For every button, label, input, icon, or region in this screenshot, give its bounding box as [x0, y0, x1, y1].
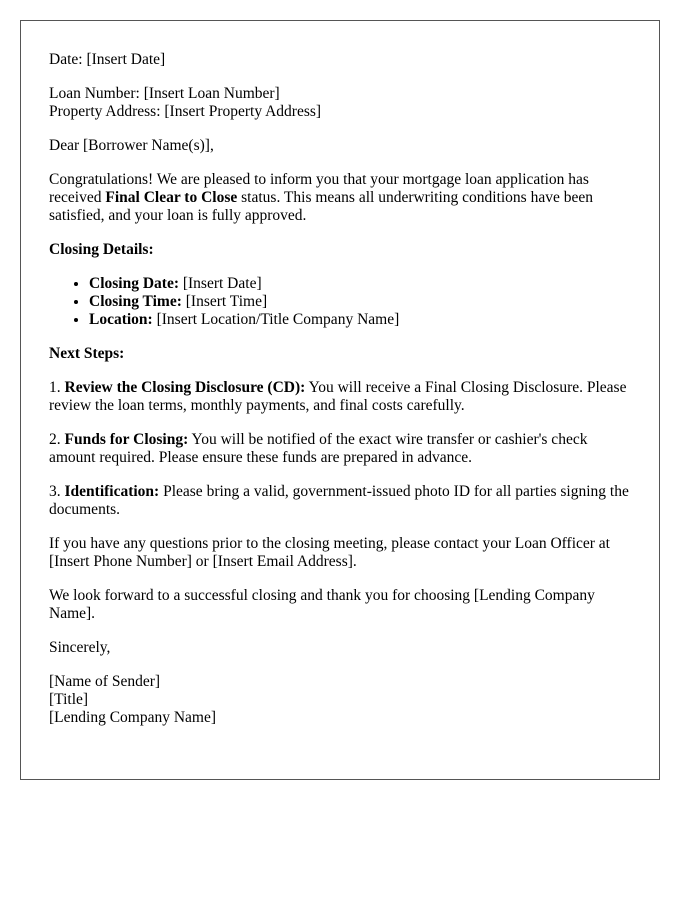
next-step-1	[49, 379, 631, 415]
list-item	[89, 293, 631, 311]
loan-number-line: Loan Number: [Insert Loan Number]	[49, 85, 280, 102]
closing-time-label: Closing Time:	[89, 293, 182, 310]
sender-name: [Name of Sender]	[49, 673, 161, 690]
intro-paragraph	[49, 171, 631, 225]
next-step-2	[49, 431, 631, 467]
intro-status-bold: Final Clear to Close	[105, 189, 238, 206]
closing-date-label: Closing Date:	[89, 275, 179, 292]
signature-block	[49, 673, 631, 727]
closing-details-heading-text: Closing Details:	[49, 241, 154, 258]
step-number: 3.	[49, 483, 65, 500]
closing-details-heading	[49, 241, 631, 259]
closing-details-list	[49, 275, 631, 329]
location-value: [Insert Location/Title Company Name]	[152, 311, 400, 328]
closing-paragraph: We look forward to a successful closing and thank you for choosing [Lending Company Name].	[49, 587, 595, 622]
step-text: You will receive a Final Closing Disclosure. Please review the loan terms, monthly payments, and final costs carefully.	[49, 379, 627, 414]
step-label: Funds for Closing:	[64, 431, 189, 448]
step-text: You will be notified of the exact wire transfer or cashier's check amount required. Please ensure these funds are prepared in advance.	[49, 431, 588, 466]
sender-title: [Title]	[49, 691, 89, 708]
step-number: 2.	[49, 431, 65, 448]
letter-container	[20, 20, 660, 780]
step-label: Review the Closing Disclosure (CD):	[64, 379, 306, 396]
list-item	[89, 311, 631, 329]
salutation: Dear [Borrower Name(s)],	[49, 137, 214, 154]
closing-time-value: [Insert Time]	[181, 293, 268, 310]
intro-text-after: status. This means all underwriting conditions have been satisfied, and your loan is fully approved.	[49, 189, 593, 224]
loan-info	[49, 85, 631, 121]
contact-paragraph: If you have any questions prior to the closing meeting, please contact your Loan Officer at [Insert Phone Number] or [Insert Email Address].	[49, 535, 610, 570]
location-label: Location:	[89, 311, 153, 328]
step-label: Identification:	[64, 483, 160, 500]
valediction: Sincerely,	[49, 639, 111, 656]
step-number: 1.	[49, 379, 65, 396]
property-address-line: Property Address: [Insert Property Address]	[49, 103, 322, 120]
date-line: Date: [Insert Date]	[49, 51, 166, 68]
list-item	[89, 275, 631, 293]
sender-company: [Lending Company Name]	[49, 709, 217, 726]
next-steps-heading-text: Next Steps:	[49, 345, 125, 362]
next-steps-heading	[49, 345, 631, 363]
step-text: Please bring a valid, government-issued photo ID for all parties signing the documents.	[49, 483, 629, 518]
next-step-3	[49, 483, 631, 519]
intro-text-before: Congratulations! We are pleased to inform you that your mortgage loan application has received	[49, 171, 589, 206]
closing-date-value: [Insert Date]	[178, 275, 262, 292]
